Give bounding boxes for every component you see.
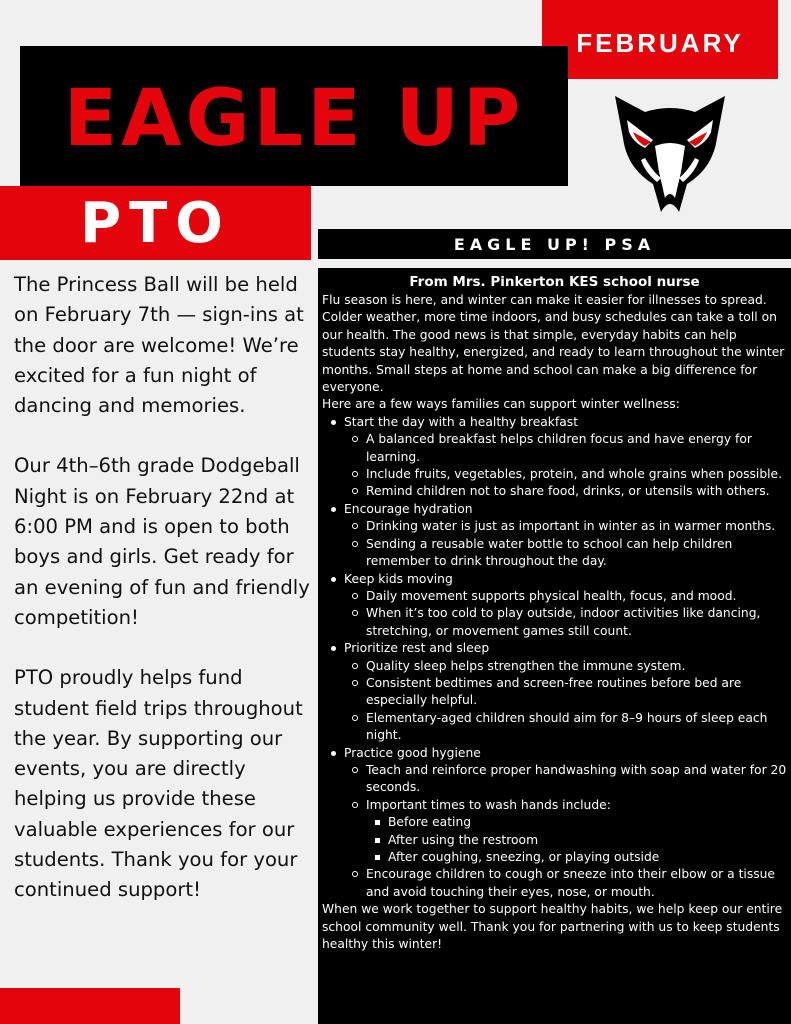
- list-item: Encourage children to cough or sneeze into their elbow or a tissue and avoid touching their eyes, nose, or mouth.: [344, 866, 787, 901]
- wellness-list: [322, 414, 787, 901]
- psa-header-label: EAGLE UP! PSA: [453, 234, 656, 254]
- list-item: [344, 797, 787, 867]
- section-title: Keep kids moving: [344, 571, 453, 586]
- pto-banner: [0, 186, 311, 260]
- list-item: [322, 414, 787, 501]
- list-item: Teach and reinforce proper handwashing with soap and water for 20 seconds.: [344, 762, 787, 797]
- list-item: Include fruits, vegetables, protein, and whole grains when possible.: [344, 466, 787, 483]
- psa-subtitle: From Mrs. Pinkerton KES school nurse: [409, 274, 700, 290]
- list-item: Elementary-aged children should aim for 8–9 hours of sleep each night.: [344, 710, 787, 745]
- princess-ball-paragraph: The Princess Ball will be held on February 7th — sign-ins at the door are welcome! We’re excited for a fun night of dancing and memories.: [14, 273, 304, 418]
- month-banner: [542, 0, 778, 79]
- section-title: Start the day with a healthy breakfast: [344, 414, 579, 429]
- pto-announcements: [14, 270, 319, 936]
- psa-lead: Here are a few ways families can support winter wellness:: [322, 397, 680, 412]
- list-item: Sending a reusable water bottle to school can help children remember to drink throughout the day.: [344, 536, 787, 571]
- pto-label: PTO: [80, 190, 231, 256]
- handwash-lead: Important times to wash hands include:: [366, 797, 611, 812]
- handwash-list: [366, 814, 787, 866]
- list-item: Drinking water is just as important in winter as in warmer months.: [344, 518, 787, 535]
- list-item: Remind children not to share food, drinks, or utensils with others.: [344, 483, 787, 500]
- month-label: FEBRUARY: [576, 28, 744, 58]
- sub-list: [344, 518, 787, 570]
- list-item: After coughing, sneezing, or playing outside: [366, 849, 787, 866]
- list-item: A balanced breakfast helps children focus and have energy for learning.: [344, 431, 787, 466]
- sub-list: [344, 762, 787, 901]
- psa-header: [318, 229, 791, 259]
- list-item: After using the restroom: [366, 832, 787, 849]
- sub-list: [344, 658, 787, 745]
- list-item: Consistent bedtimes and screen-free routines before bed are especially helpful.: [344, 675, 787, 710]
- newsletter-title: EAGLE UP: [63, 74, 525, 164]
- list-item: [322, 501, 787, 571]
- list-item: Before eating: [366, 814, 787, 831]
- list-item: [322, 640, 787, 744]
- list-item: When it’s too cold to play outside, indoor activities like dancing, stretching, or movement games still count.: [344, 605, 787, 640]
- list-item: [322, 745, 787, 902]
- sub-list: [344, 588, 787, 640]
- sub-list: [344, 431, 787, 501]
- eagle-head-icon: [605, 86, 735, 216]
- psa-intro: Flu season is here, and winter can make it easier for illnesses to spread. Colder weather, more time indoors, and busy schedules can take a toll on our health. The good news is that simple, everyday habits can help students stay healthy, energized, and ready to learn throughout the winter months. Small steps at home and school can make a big difference for everyone.: [322, 293, 785, 395]
- list-item: [322, 571, 787, 641]
- section-title: Practice good hygiene: [344, 745, 481, 760]
- field-trips-paragraph: PTO proudly helps fund student field trips throughout the year. By supporting our events, you are directly helping us provide these valuable experiences for our students. Thank you for your continued support!: [14, 666, 303, 902]
- section-title: Encourage hydration: [344, 501, 473, 516]
- dodgeball-paragraph: Our 4th–6th grade Dodgeball Night is on February 22nd at 6:00 PM and is open to both boys and girls. Get ready for an evening of fun and friendly competition!: [14, 454, 310, 629]
- section-title: Prioritize rest and sleep: [344, 641, 490, 656]
- list-item: Quality sleep helps strengthen the immune system.: [344, 658, 787, 675]
- footer-accent: [0, 988, 180, 1024]
- psa-closing: When we work together to support healthy habits, we help keep our entire school community well. Thank you for partnering with us to keep students healthy this winter!: [322, 902, 783, 952]
- psa-panel: [318, 268, 791, 1024]
- list-item: Daily movement supports physical health, focus, and mood.: [344, 588, 787, 605]
